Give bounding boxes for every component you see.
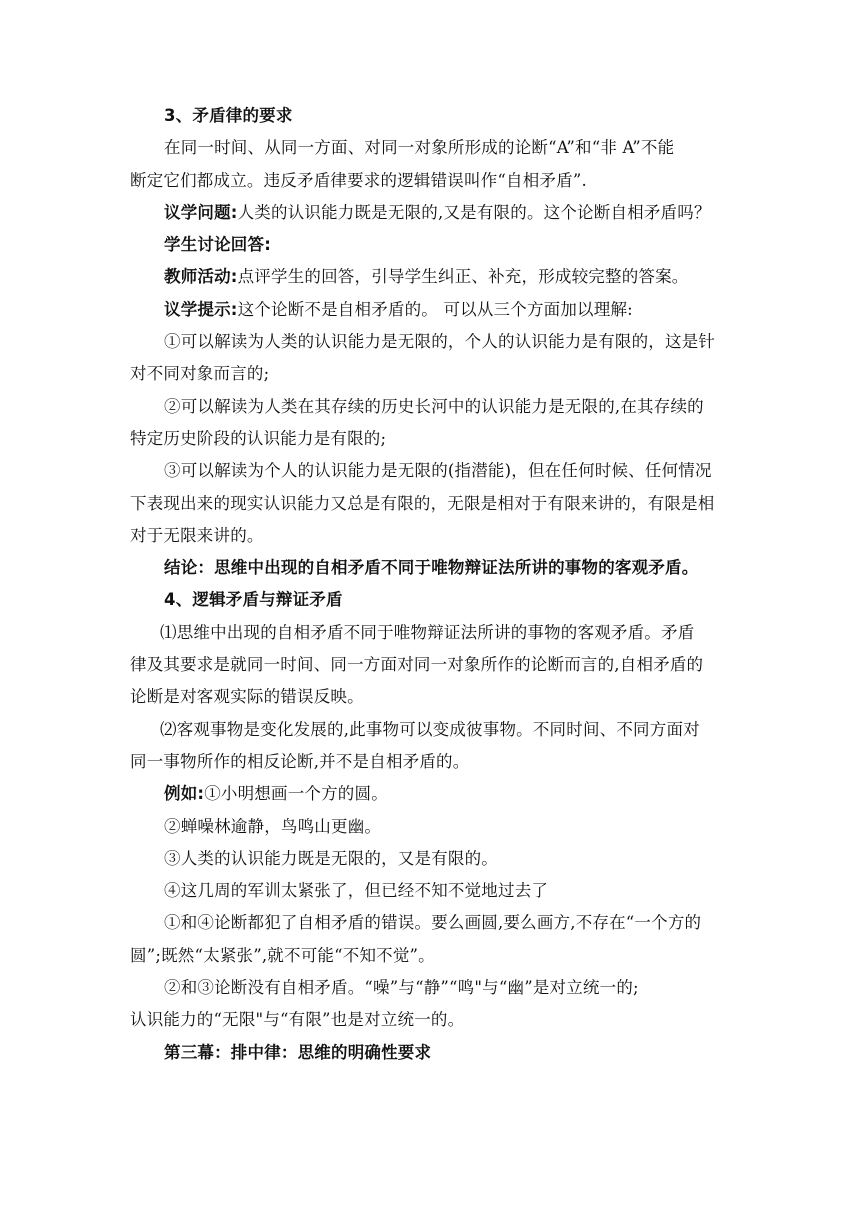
analysis-2-line: ②和③论断没有自相矛盾。“噪”与“静”“鸣"与“幽”是对立统一的;: [164, 978, 639, 998]
question-text: 人类的认识能力既是无限的,又是有限的。这个论断自相矛盾吗？: [237, 202, 711, 222]
analysis-1-line: 圆”;既然“太紧张”,就不可能“不知不觉”。: [130, 945, 435, 965]
paragraph-line: 同一事物所作的相反论断,并不是自相矛盾的。: [130, 751, 470, 771]
point-3-line: 对于无限来讲的。: [130, 525, 264, 545]
paragraph-line: 论断是对客观实际的错误反映。: [130, 687, 364, 707]
hint-line: [130, 294, 730, 326]
example-4: ④这几周的军训太紧张了，但已经不知不觉地过去了: [164, 881, 549, 901]
discuss-label: 学生讨论回答:: [164, 235, 271, 255]
analysis-1-line: ①和④论断都犯了自相矛盾的错误。要么画圆,要么画方,不存在“一个方的: [164, 913, 702, 933]
point-1-line: 对不同对象而言的;: [130, 364, 270, 384]
section-4-heading: 4、逻辑矛盾与辩证矛盾: [164, 590, 343, 610]
document-body: [130, 100, 730, 1069]
teacher-text: 点评学生的回答，引导学生纠正、补充，形成较完整的答案。: [237, 267, 689, 287]
section-3-heading: 3、矛盾律的要求: [164, 106, 293, 125]
point-3-line: 下表现出来的现实认识能力又总是有限的，无限是相对于有限来讲的，有限是相: [130, 493, 715, 513]
example-1: ①小明想画一个方的圆。: [204, 784, 388, 804]
point-2-line: ②可以解读为人类在其存续的历史长河中的认识能力是无限的,在其存续的: [164, 396, 704, 416]
point-2-line: 特定历史阶段的认识能力是有限的;: [130, 428, 387, 448]
teacher-label: 教师活动:: [164, 267, 238, 287]
question-line: [130, 197, 730, 229]
analysis-2-line: 认识能力的“无限"与“有限”也是对立统一的。: [130, 1010, 465, 1030]
example-label: 例如:: [164, 784, 205, 804]
paragraph-line: 律及其要求是就同一时间、同一方面对同一对象所作的论断而言的,自相矛盾的: [130, 655, 704, 675]
hint-label: 议学提示:: [164, 299, 238, 319]
point-1-line: ①可以解读为人类的认识能力是无限的，个人的认识能力是有限的，这是针: [164, 332, 716, 352]
act-3-heading: 第三幕：排中律：思维的明确性要求: [164, 1042, 432, 1062]
paragraph-line: ⑵客观事物是变化发展的,此事物可以变成彼事物。不同时间、不同方面对: [160, 719, 700, 739]
example-line: [130, 778, 730, 810]
paragraph-line: 在同一时间、从同一方面、对同一对象所形成的论断“A”和“非 A”不能: [164, 138, 675, 158]
example-3: ③人类的认识能力既是无限的，又是有限的。: [164, 848, 498, 868]
hint-text: 这个论断不是自相矛盾的。 可以从三个方面加以理解:: [237, 299, 633, 319]
conclusion: 结论：思维中出现的自相矛盾不同于唯物辩证法所讲的事物的客观矛盾。: [164, 558, 699, 578]
paragraph-line: 断定它们都成立。违反矛盾律要求的逻辑错误叫作“自相矛盾”.: [130, 170, 587, 190]
question-label: 议学问题:: [164, 202, 238, 222]
paragraph-line: ⑴思维中出现的自相矛盾不同于唯物辩证法所讲的事物的客观矛盾。矛盾: [160, 622, 695, 642]
teacher-line: [130, 261, 730, 293]
point-3-line: ③可以解读为个人的认识能力是无限的(指潜能)，但在任何时候、任何情况: [164, 461, 712, 481]
example-2: ②蝉噪林逾静，鸟鸣山更幽。: [164, 816, 382, 836]
